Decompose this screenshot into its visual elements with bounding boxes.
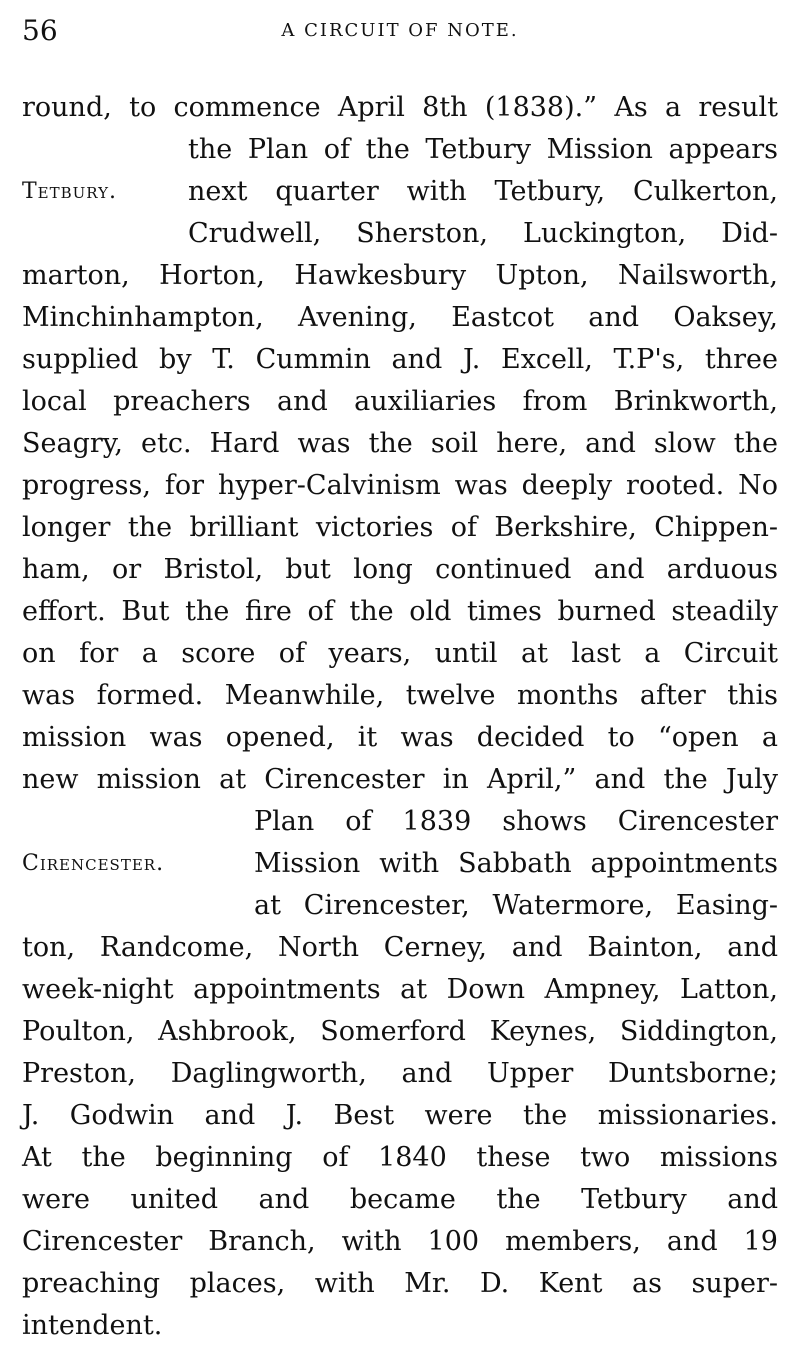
text-line: intendent. xyxy=(22,1310,163,1341)
running-title: A CIRCUIT OF NOTE. xyxy=(281,20,519,41)
text-line: Poulton, Ashbrook, Somerford Keynes, Siddington, xyxy=(22,1016,778,1047)
text-line: ham, or Bristol, but long continued and arduous xyxy=(22,554,778,585)
text-line: was formed. Meanwhile, twelve months after this xyxy=(22,680,778,711)
text-line: longer the brilliant victories of Berkshire, Chippen- xyxy=(22,512,778,543)
text-line: Plan of 1839 shows Cirencester xyxy=(254,806,778,837)
text-line: Crudwell, Sherston, Luckington, Did- xyxy=(188,218,778,249)
text-line: Cirencester Branch, with 100 members, and 19 xyxy=(22,1226,778,1257)
text-line: At the beginning of 1840 these two missions xyxy=(22,1142,778,1173)
text-line: the Plan of the Tetbury Mission appears xyxy=(188,134,778,165)
text-line: were united and became the Tetbury and xyxy=(22,1184,778,1215)
text-line: progress, for hyper-Calvinism was deeply rooted. No xyxy=(22,470,778,501)
text-line: Mission with Sabbath appointments xyxy=(254,848,778,879)
text-line: mission was opened, it was decided to “open a xyxy=(22,722,778,753)
text-line: next quarter with Tetbury, Culkerton, xyxy=(188,176,778,207)
page-number: 56 xyxy=(22,14,58,47)
text-line: marton, Horton, Hawkesbury Upton, Nailsworth, xyxy=(22,260,778,291)
text-line: ton, Randcome, North Cerney, and Bainton, and xyxy=(22,932,778,963)
text-line-with-margin-note xyxy=(0,172,800,212)
margin-note-cirencester: Cirencester. xyxy=(22,851,165,876)
page-header xyxy=(0,0,800,60)
text-line-with-margin-note xyxy=(0,844,800,884)
text-line: Minchinhampton, Avening, Eastcot and Oaksey, xyxy=(22,302,778,333)
text-line: on for a score of years, until at last a Circuit xyxy=(22,638,778,669)
text-line: week-night appointments at Down Ampney, Latton, xyxy=(22,974,778,1005)
text-line: supplied by T. Cummin and J. Excell, T.P's, three xyxy=(22,344,778,375)
text-line: J. Godwin and J. Best were the missionaries. xyxy=(22,1100,778,1131)
text-line: local preachers and auxiliaries from Brinkworth, xyxy=(22,386,778,417)
text-line: at Cirencester, Watermore, Easing- xyxy=(254,890,778,921)
text-line: Seagry, etc. Hard was the soil here, and slow the xyxy=(22,428,778,459)
text-line: effort. But the fire of the old times burned steadily xyxy=(22,596,778,627)
text-line: round, to commence April 8th (1838).” As a result xyxy=(22,92,778,123)
text-line: new mission at Cirencester in April,” and the July xyxy=(22,764,778,795)
margin-note-tetbury: Tetbury. xyxy=(22,179,118,204)
text-line: preaching places, with Mr. D. Kent as super- xyxy=(22,1268,778,1299)
text-line: Preston, Daglingworth, and Upper Duntsborne; xyxy=(22,1058,778,1089)
